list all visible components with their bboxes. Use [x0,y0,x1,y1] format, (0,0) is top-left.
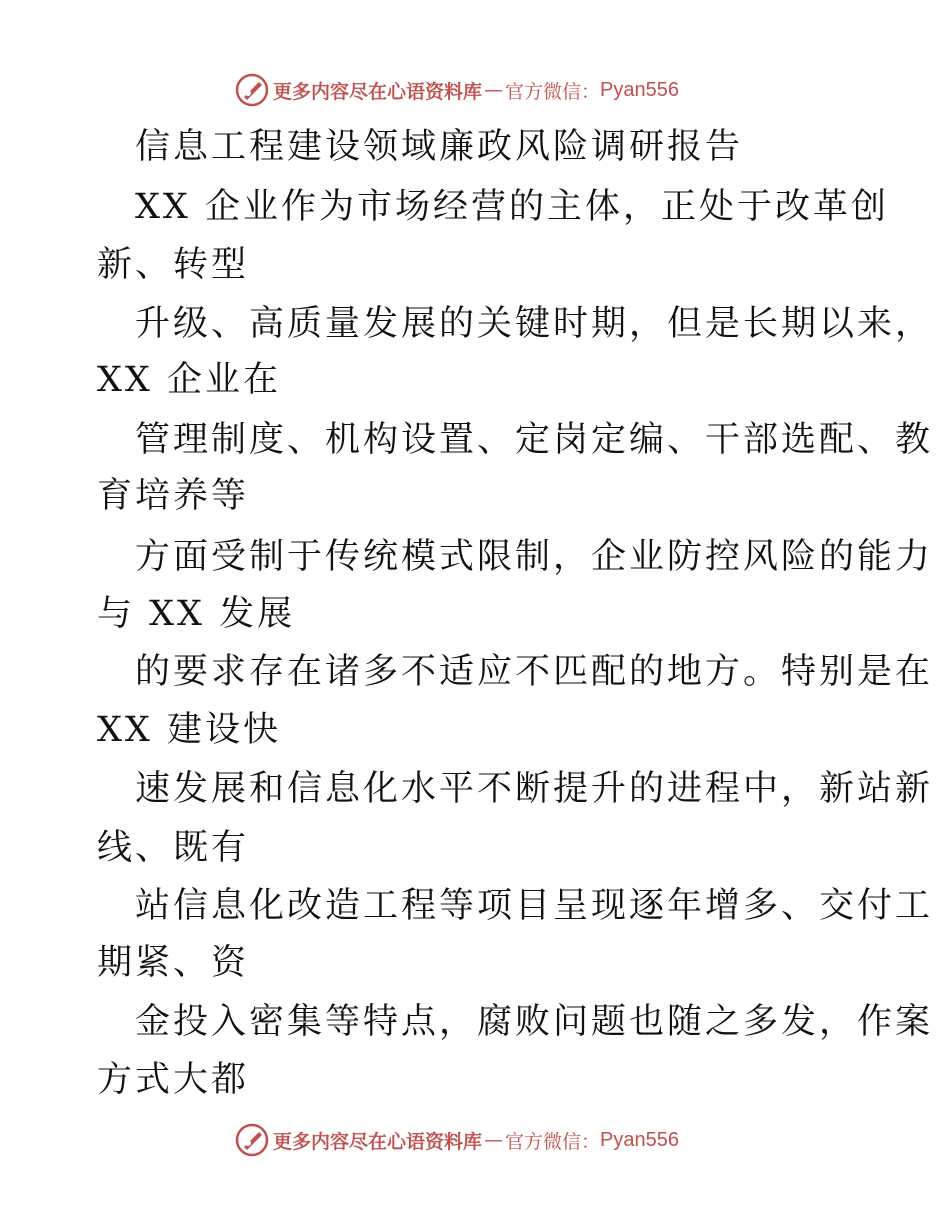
watermark-official-label: 官方微信： [505,80,601,103]
watermark-main-text: 更多内容尽在心语资料库 [273,1130,483,1153]
watermark-official-label: 官方微信： [505,1130,601,1153]
paragraph-line: 新、转型 [97,245,250,285]
paragraph-line: 方式大都 [97,1060,250,1100]
watermark-separator: — [484,1129,504,1151]
paragraph-line: 线、既有 [97,828,250,868]
paragraph-line: 金投入密集等特点，腐败问题也随之多发，作案 [135,1002,934,1042]
paragraph-line: XX 建设快 [97,710,281,750]
watermark-footer [235,1122,679,1158]
watermark-wechat-id: Pyan556 [600,1128,679,1151]
watermark-header [235,72,679,108]
paragraph-line: 的要求存在诸多不适应不匹配的地方。特别是在 [135,652,934,692]
paragraph-line: 速发展和信息化水平不断提升的进程中，新站新 [135,769,934,809]
paragraph-line: 管理制度、机构设置、定岗定编、干部选配、教 [135,420,934,460]
paragraph-line: 与 XX 发展 [97,594,296,634]
watermark-wechat-id: Pyan556 [600,78,679,101]
paragraph-line: 育培养等 [97,476,250,516]
watermark-main-text: 更多内容尽在心语资料库 [273,80,483,103]
watermark-separator: — [484,79,504,101]
paragraph-line: 站信息化改造工程等项目呈现逐年增多、交付工 [135,886,934,926]
paragraph-line: 方面受制于传统模式限制，企业防控风险的能力 [135,537,934,577]
library-logo-icon [235,73,269,107]
paragraph-line: XX 企业在 [97,360,281,400]
paragraph-line: XX 企业作为市场经营的主体，正处于改革创 [135,187,889,227]
library-logo-icon [235,1123,269,1157]
document-title: 信息工程建设领域廉政风险调研报告 [135,127,744,167]
paragraph-line: 升级、高质量发展的关键时期，但是长期以来， [135,304,934,344]
paragraph-line: 期紧、资 [97,943,250,983]
